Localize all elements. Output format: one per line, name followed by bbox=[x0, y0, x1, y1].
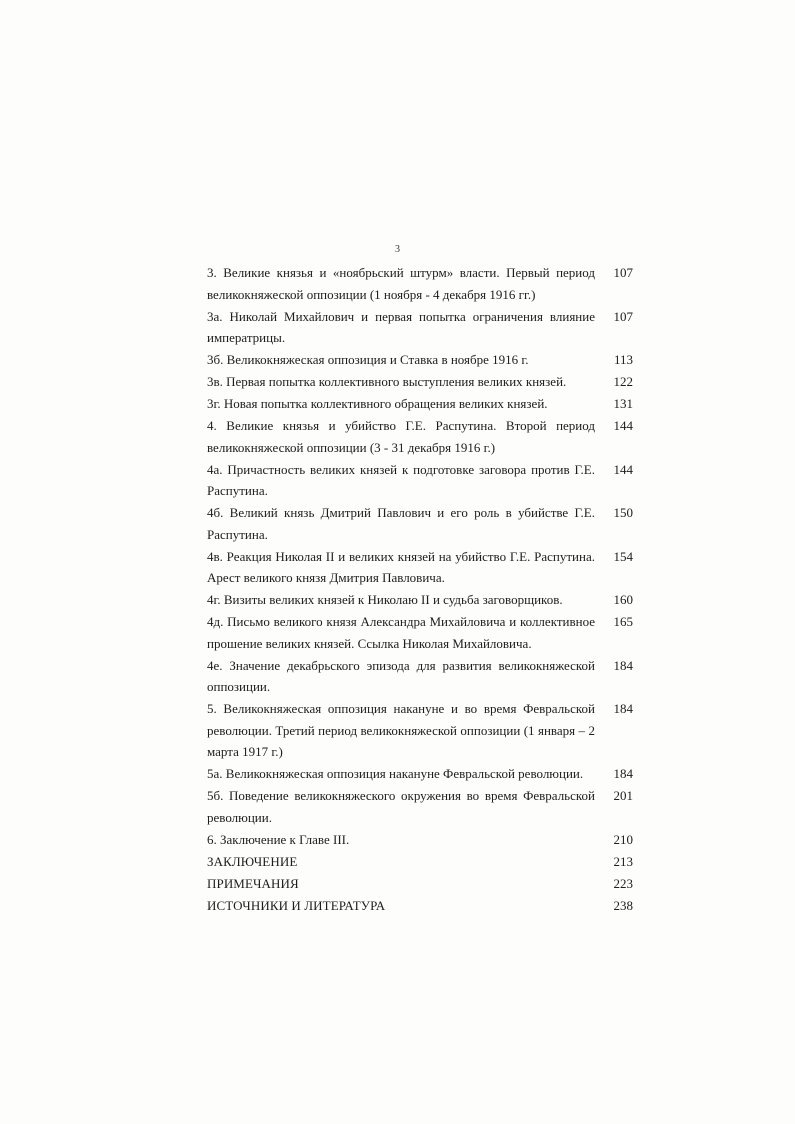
toc-entry bbox=[207, 502, 633, 545]
toc-entry bbox=[207, 393, 633, 415]
toc-entry-title: 3. Великие князья и «ноябрьский штурм» власти. Первый период великокняжеской оппозиции (1 ноября - 4 декабря 1916 гг.) bbox=[207, 265, 595, 302]
toc-entry-title: ЗАКЛЮЧЕНИЕ bbox=[207, 853, 298, 869]
toc-entry-page: 184 bbox=[613, 766, 633, 781]
toc-entry-title: 5б. Поведение великокняжеского окружения во время Февральской революции. bbox=[207, 788, 595, 825]
toc-entry-page: 213 bbox=[613, 853, 633, 869]
table-of-contents bbox=[207, 262, 633, 917]
toc-entry-title: 3б. Великокняжеская оппозиция и Ставка в ноябре 1916 г. bbox=[207, 352, 529, 367]
toc-entry-page: 150 bbox=[613, 505, 633, 520]
toc-entry bbox=[207, 763, 633, 785]
toc-entry-title: 3а. Николай Михайлович и первая попытка ограничения влияние императрицы. bbox=[207, 308, 595, 345]
toc-entry-page: 184 bbox=[613, 657, 633, 673]
toc-entry-page: 113 bbox=[613, 352, 633, 367]
toc-entry bbox=[207, 851, 633, 873]
toc-entry-page: 122 bbox=[613, 374, 633, 389]
toc-entry-page: 210 bbox=[613, 831, 633, 847]
toc-entry-page: 144 bbox=[613, 418, 633, 433]
toc-entry bbox=[207, 415, 633, 458]
toc-entry-title: 4г. Визиты великих князей к Николаю II и судьба заговорщиков. bbox=[207, 592, 563, 607]
toc-entry bbox=[207, 698, 633, 763]
toc-entry-page: 238 bbox=[613, 897, 633, 913]
toc-entry-page: 107 bbox=[613, 265, 633, 280]
toc-entry-title: 4а. Причастность великих князей к подготовке заговора против Г.Е. Распутина. bbox=[207, 461, 595, 498]
toc-entry-title: 5а. Великокняжеская оппозиция накануне Февральской революции. bbox=[207, 766, 584, 781]
toc-entry-page: 160 bbox=[613, 592, 633, 607]
toc-entry bbox=[207, 459, 633, 502]
toc-entry bbox=[207, 873, 633, 895]
toc-entry-title: ПРИМЕЧАНИЯ bbox=[207, 875, 299, 891]
toc-entry-title: 6. Заключение к Главе III. bbox=[207, 831, 350, 847]
page-number: 3 bbox=[395, 244, 400, 255]
toc-entry-page: 131 bbox=[613, 396, 633, 411]
toc-entry bbox=[207, 829, 633, 851]
toc-entry bbox=[207, 546, 633, 589]
toc-entry bbox=[207, 349, 633, 371]
toc-entry-title: 3г. Новая попытка коллективного обращения великих князей. bbox=[207, 396, 548, 411]
toc-entry-title: 4в. Реакция Николая II и великих князей на убийство Г.Е. Распутина. Арест великого князя Дмитрия Павловича. bbox=[207, 548, 595, 585]
toc-entry-title: 4д. Письмо великого князя Александра Михайловича и коллективное прошение великих князей. Ссылка Николая Михайловича. bbox=[207, 614, 595, 651]
toc-entry-title: 4б. Великий князь Дмитрий Павлович и его роль в убийстве Г.Е. Распутина. bbox=[207, 505, 595, 542]
toc-entry bbox=[207, 895, 633, 917]
toc-entry-page: 144 bbox=[613, 461, 633, 477]
toc-entry bbox=[207, 371, 633, 393]
toc-entry-title: 3в. Первая попытка коллективного выступления великих князей. bbox=[207, 374, 567, 389]
toc-entry-title: 4е. Значение декабрьского эпизода для развития великокняжеской оппозиции. bbox=[207, 657, 595, 694]
toc-entry-title: 4. Великие князья и убийство Г.Е. Распутина. Второй период великокняжеской оппозиции (3 - 31 декабря 1916 г.) bbox=[207, 418, 595, 455]
toc-entry bbox=[207, 655, 633, 698]
toc-entry-page: 184 bbox=[613, 701, 633, 716]
toc-entry-page: 201 bbox=[613, 788, 633, 803]
toc-entry bbox=[207, 785, 633, 828]
toc-entry-page: 107 bbox=[613, 308, 633, 324]
toc-entry-page: 154 bbox=[613, 548, 633, 564]
toc-entry-title: ИСТОЧНИКИ И ЛИТЕРАТУРА bbox=[207, 897, 386, 913]
toc-entry-page: 223 bbox=[613, 875, 633, 891]
toc-entry-page: 165 bbox=[613, 614, 633, 629]
toc-entry bbox=[207, 589, 633, 611]
toc-entry bbox=[207, 262, 633, 305]
toc-entry bbox=[207, 611, 633, 654]
toc-entry-title: 5. Великокняжеская оппозиция накануне и во время Февральской революции. Третий период великокняжеской оппозиции (1 января – 2 марта 1917 г.) bbox=[207, 701, 595, 759]
toc-entry bbox=[207, 306, 633, 349]
